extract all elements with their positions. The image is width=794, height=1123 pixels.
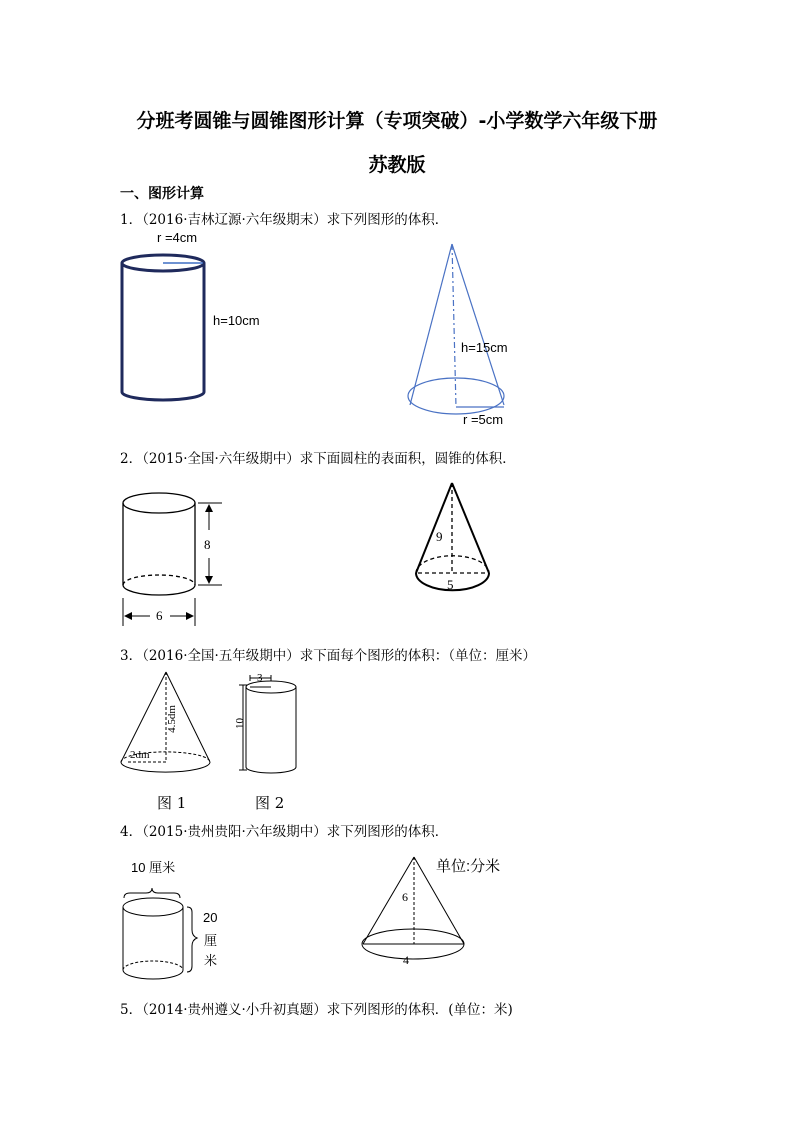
q4-cylinder-height-char1: 厘 (204, 933, 218, 948)
q4-cylinder (123, 888, 197, 979)
q2-cone-height-label: 9 (436, 529, 443, 544)
question-text: （2016·全国·五年级期中）求下面每个图形的体积：（单位：厘米） (142, 648, 537, 664)
q2-cylinder (123, 493, 195, 595)
question-text: （2015·贵州贵阳·六年级期中）求下列图形的体积． (142, 824, 449, 840)
q4-cone-unit-label: 单位:分米 (436, 858, 501, 875)
q1-cylinder-height-label: h=10cm (213, 313, 260, 328)
q4-cylinder-diameter-label: 10 厘米 (131, 860, 176, 875)
q3-figure-1-caption: 图 1 (157, 794, 187, 812)
question-number: 3． (120, 648, 143, 664)
q4-cylinder-height-char2: 米 (204, 953, 218, 968)
q1-cone-radius-label: r =5cm (463, 412, 504, 427)
q2-cone (416, 483, 489, 590)
q3-cylinder-height-label: 10 (234, 718, 246, 729)
q4-cone-diameter-label: 4 (403, 953, 409, 967)
q2-cylinder-diameter-label: 6 (156, 608, 163, 623)
question-number: 4． (120, 824, 143, 840)
q3-figure-2-caption: 图 2 (255, 794, 285, 812)
question-number: 2． (120, 451, 143, 467)
document-title-line1: 分班考圆锥与圆锥图形计算（专项突破）-小学数学六年级下册 (136, 110, 658, 132)
document-title-line2: 苏教版 (368, 154, 426, 176)
q2-cylinder-height-label: 8 (204, 537, 211, 552)
q1-cylinder (122, 255, 204, 400)
question-number: 5． (120, 1002, 143, 1018)
question-text: （2015·全国·六年级期中）求下面圆柱的表面积，圆锥的体积． (142, 451, 516, 467)
question-number: 1． (120, 212, 143, 228)
q3-cylinder (239, 675, 296, 773)
q1-cylinder-radius-label: r =4cm (157, 230, 198, 245)
section-heading: 一、图形计算 (120, 186, 204, 202)
q4-cone-height-label: 6 (402, 890, 408, 904)
q2-cone-diameter-label: 5 (447, 577, 454, 592)
q3-cone-height-label: 4.5dm (166, 705, 178, 733)
q1-cone (408, 244, 504, 414)
q1-cone-height-label: h=15cm (461, 340, 508, 355)
question-text: （2014·贵州遵义·小升初真题）求下列图形的体积．(单位：米) (142, 1002, 513, 1018)
q3-cylinder-radius-label: 3 (257, 672, 263, 684)
q4-cylinder-height-number: 20 (203, 910, 218, 925)
question-text: （2016·吉林辽源·六年级期末）求下列图形的体积． (142, 212, 449, 228)
q3-cone-radius-label: 2dm (130, 749, 150, 761)
